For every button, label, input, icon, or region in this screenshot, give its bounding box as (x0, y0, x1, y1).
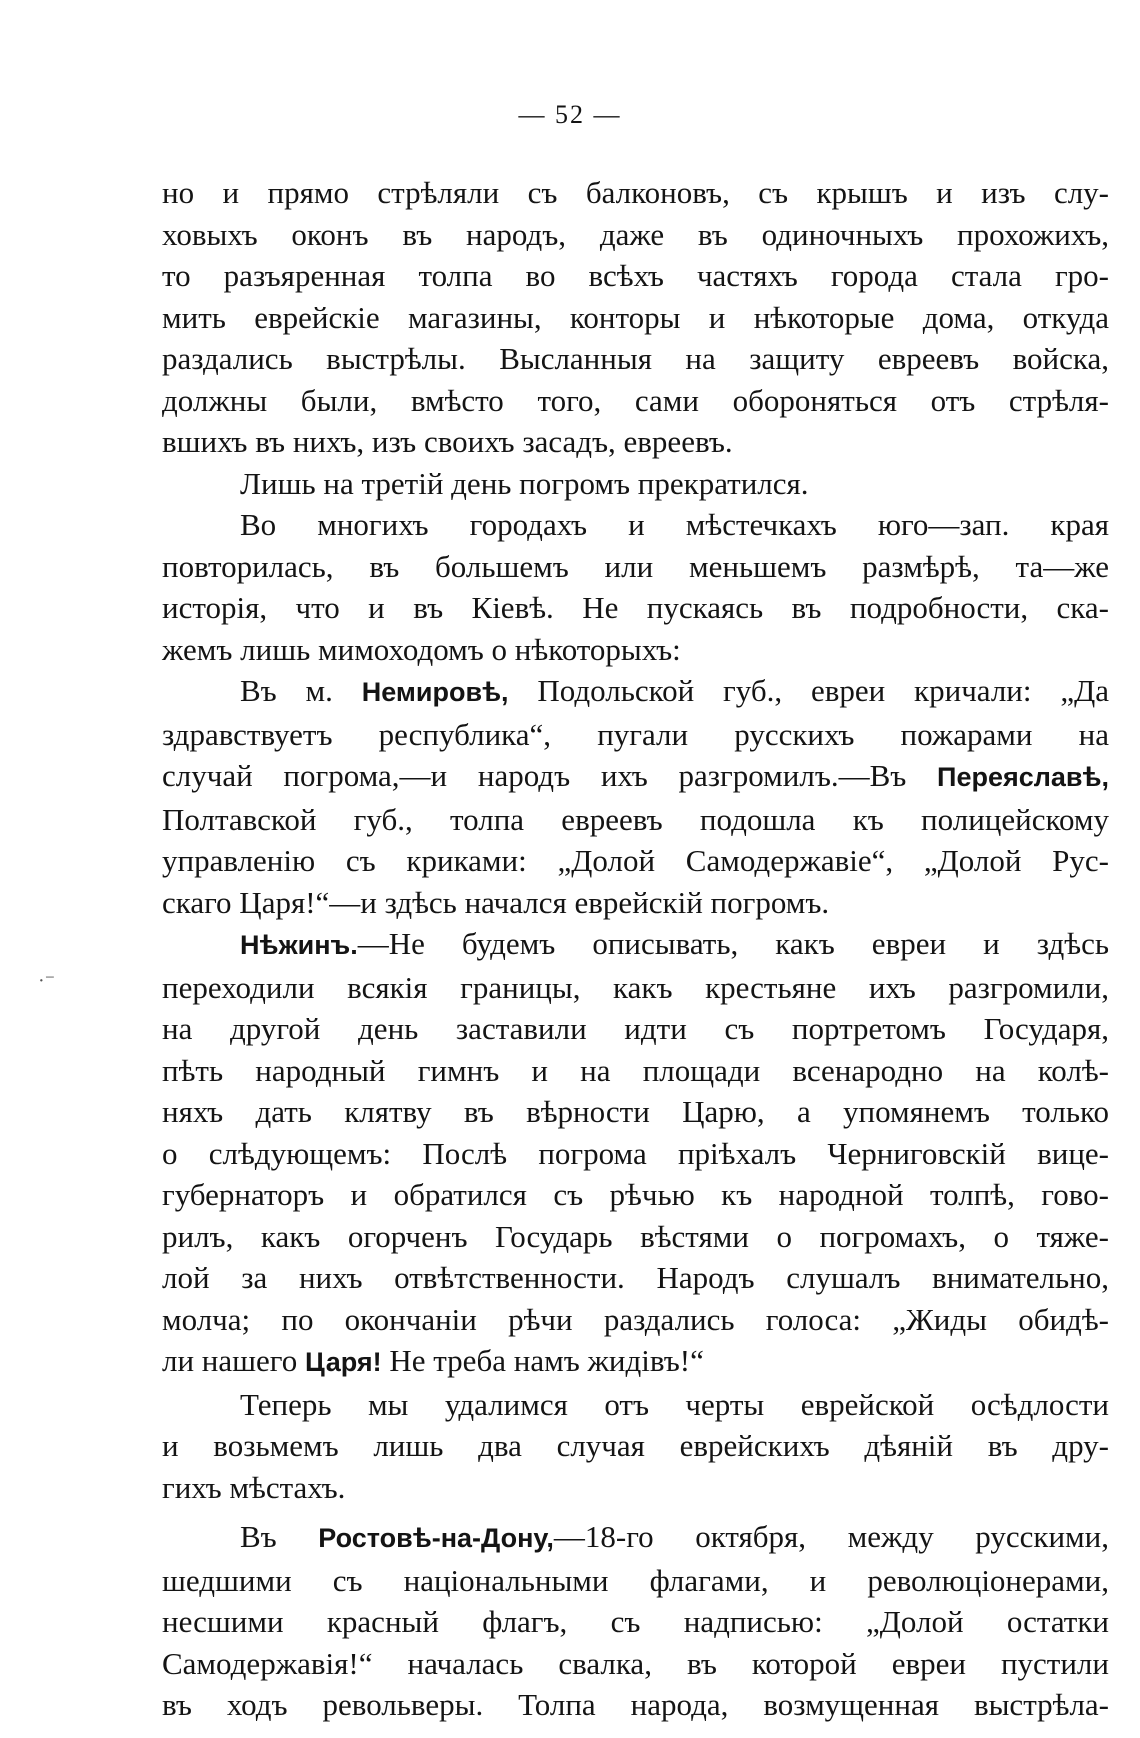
text-segment: ли нашего (162, 1343, 305, 1378)
text-line: молча; по окончаніи рѣчи раздались голоса: „Жиды обидѣ- (162, 1301, 1109, 1337)
place-name: Нѣжинъ. (240, 930, 358, 960)
text-line: переходили всякія границы, какъ крестьяне ихъ разгромили, (162, 969, 1109, 1005)
body-text (162, 172, 1109, 1726)
text-line: шедшими съ національными флагами, и революціонерами, (162, 1562, 1109, 1598)
paragraph-6 (162, 1384, 1109, 1509)
text-line (162, 1516, 1109, 1560)
text-line: вшихъ въ нихъ, изъ своихъ засадъ, евреевъ. (162, 424, 733, 459)
place-name: Ростовѣ-на-Дону, (318, 1523, 554, 1553)
text-line: то разъяренная толпа во всѣхъ частяхъ города стала гро- (162, 258, 1109, 293)
text-segment: Не треба намъ жидівъ!“ (381, 1343, 704, 1378)
paragraph-2 (162, 463, 1109, 505)
place-name: Немировѣ, (361, 677, 509, 707)
paragraph-7 (162, 1516, 1109, 1726)
text-line: о слѣдующемъ: Послѣ погрома пріѣхалъ Черниговскій вице- (162, 1135, 1109, 1171)
paragraph-5 (162, 923, 1109, 1384)
text-line: раздались выстрѣлы. Высланныя на защиту евреевъ войска, (162, 341, 1109, 376)
text-line: управленію съ криками: „Долой Самодержавіе“, „Долой Рус- (162, 843, 1109, 878)
text-line: гихъ мѣстахъ. (162, 1469, 346, 1505)
text-line (162, 923, 1109, 967)
text-line: несшими красный флагъ, съ надписью: „Долой остатки (162, 1604, 1109, 1639)
text-line: Самодержавія!“ началась свалка, въ которой евреи пустили (162, 1645, 1109, 1681)
paragraph-1 (162, 172, 1109, 463)
text-line: и возьмемъ лишь два случая еврейскихъ дѣяній въ дру- (162, 1428, 1109, 1463)
text-line: Во многихъ городахъ и мѣстечкахъ юго—зап. края (240, 507, 1109, 542)
paragraph-3 (162, 504, 1109, 670)
text-segment: случай погрома,—и народъ ихъ разгромилъ.—Въ (162, 758, 938, 793)
text-line: Полтавской губ., толпа евреевъ подошла къ полицейскому (162, 801, 1109, 837)
text-line (162, 670, 1109, 714)
text-line: няхъ дать клятву въ вѣрности Царю, а упомянемъ только (162, 1094, 1109, 1129)
text-line (162, 1340, 1109, 1384)
text-line: скаго Царя!“—и здѣсь начался еврейскій погромъ. (162, 884, 830, 920)
text-line: пѣть народный гимнъ и на площади всенародно на колѣ- (162, 1052, 1109, 1088)
text-line: исторія, что и въ Кіевѣ. Не пускаясь въ подробности, ска- (162, 590, 1109, 625)
paragraph-4 (162, 670, 1109, 923)
text-segment: Въ (240, 1519, 319, 1554)
place-name: Переяславѣ, (937, 762, 1109, 792)
text-segment: —Не будемъ описывать, какъ евреи и здѣсь (357, 926, 1109, 961)
text-line: здравствуетъ республика“, пугали русскихъ пожарами на (162, 716, 1109, 752)
text-line: ховыхъ оконъ въ народъ, даже въ одиночныхъ прохожихъ, (162, 216, 1109, 252)
text-segment: —18-го октября, между русскими, (553, 1519, 1109, 1554)
margin-mark: ·⁻ (38, 970, 56, 992)
text-line: Лишь на третій день погромъ прекратился. (240, 465, 809, 501)
text-line: повторилась, въ большемъ или меньшемъ размѣрѣ, та—же (162, 548, 1109, 584)
text-line: лой за нихъ отвѣтственности. Народъ слушалъ внимательно, (162, 1260, 1109, 1295)
text-line: рилъ, какъ огорченъ Государь вѣстями о погромахъ, о тяже- (162, 1218, 1109, 1254)
text-line: Теперь мы удалимся отъ черты еврейской осѣдлости (240, 1386, 1109, 1422)
text-line: должны были, вмѣсто того, сами обороняться отъ стрѣля- (162, 382, 1109, 418)
text-line: губернаторъ и обратился съ рѣчью къ народной толпѣ, гово- (162, 1177, 1109, 1212)
text-line: мить еврейскіе магазины, конторы и нѣкоторые дома, откуда (162, 299, 1109, 335)
text-line: жемъ лишь мимоходомъ о нѣкоторыхъ: (162, 631, 681, 667)
text-line: въ ходъ револьверы. Толпа народа, возмущенная выстрѣла- (162, 1687, 1109, 1722)
text-segment: Въ м. (240, 673, 362, 708)
text-line (162, 755, 1109, 799)
text-line: на другой день заставили идти съ портретомъ Государя, (162, 1011, 1109, 1046)
page-number: — 52 — (518, 100, 622, 129)
text-segment: Подольской губ., евреи кричали: „Да (508, 673, 1109, 708)
text-line: но и прямо стрѣляли съ балконовъ, съ крышъ и изъ слу- (162, 175, 1109, 210)
emphasis-word: Царя! (304, 1347, 382, 1377)
